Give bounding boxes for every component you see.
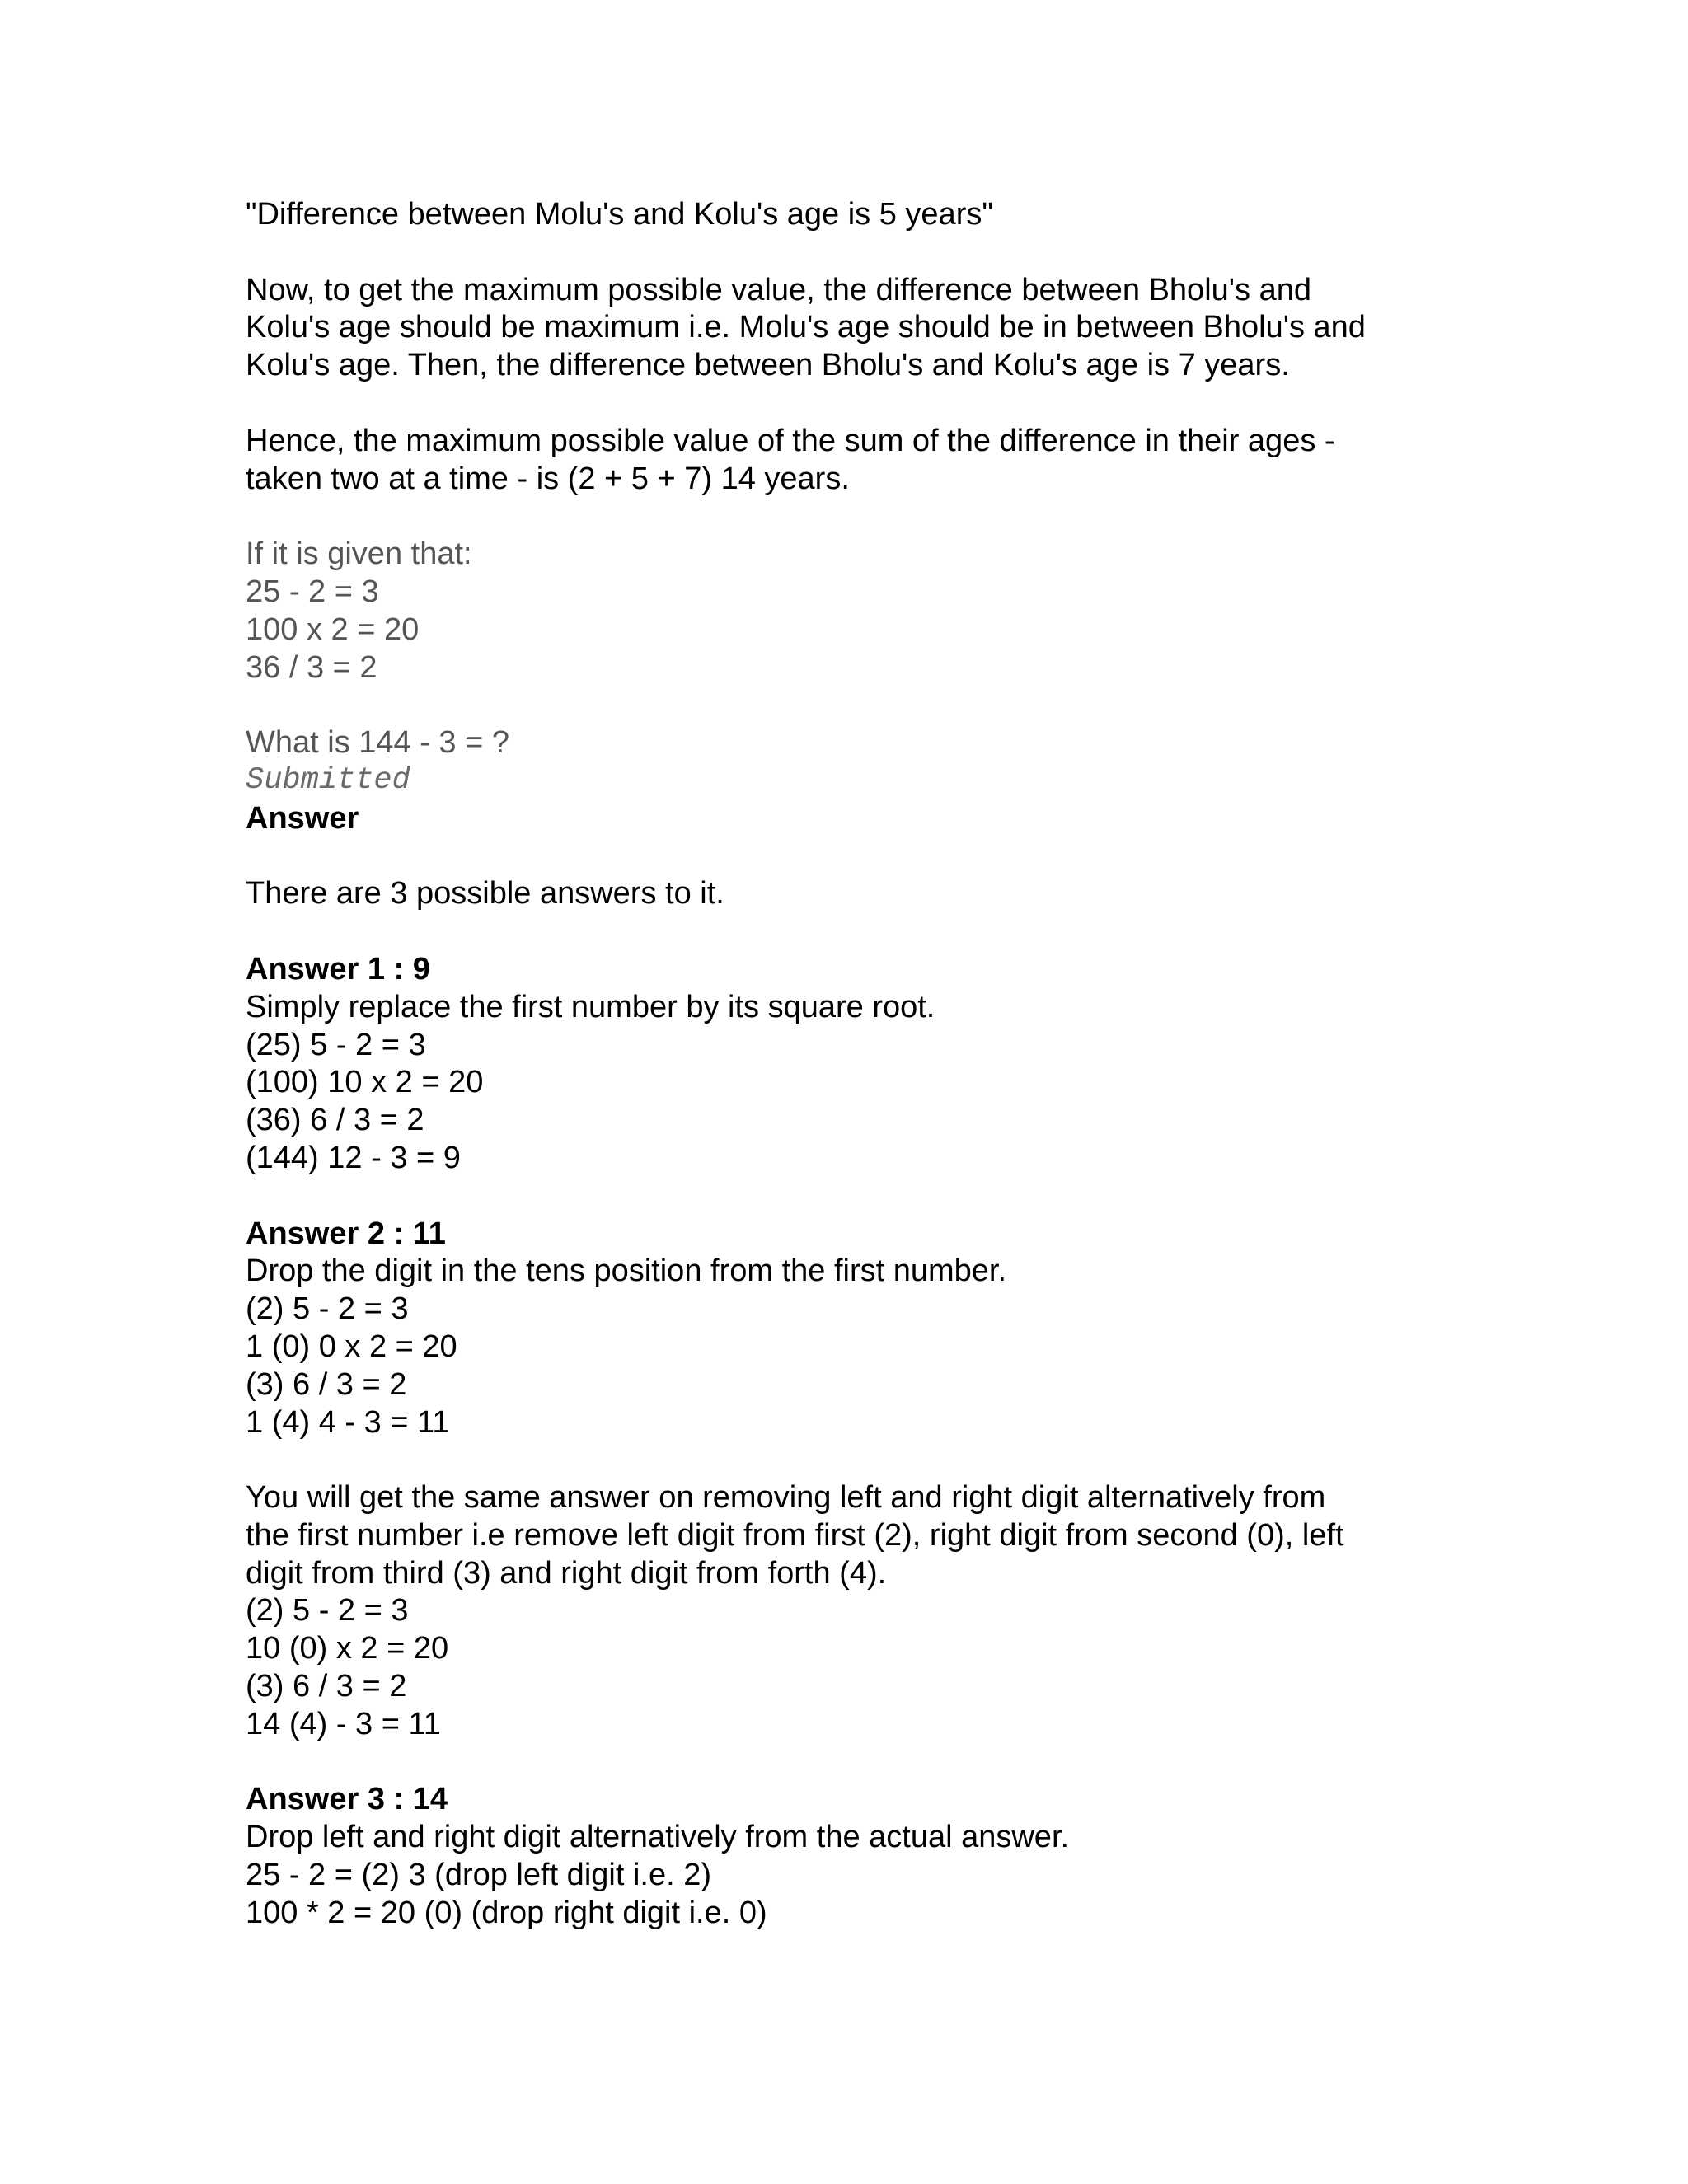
answer2-alt-line: digit from third (3) and right digit from forth (4). [246,1555,887,1591]
answer1-heading: Answer 1 : 9 [246,951,430,987]
spacer [246,1441,1482,1479]
puzzle-question: What is 144 - 3 = ? [246,725,509,761]
answer2-alt-line: 14 (4) - 3 = 11 [246,1706,441,1741]
spacer [246,687,1482,724]
puzzle-given-line: 36 / 3 = 2 [246,649,377,685]
submitted-status: Submitted [246,762,410,798]
answer1-line: (25) 5 - 2 = 3 [246,1027,426,1062]
answer2-line: (2) 5 - 2 = 3 [246,1291,409,1327]
answer2-line: 1 (0) 0 x 2 = 20 [246,1329,457,1364]
answer2-alt-line: 10 (0) x 2 = 20 [246,1631,449,1666]
paragraph-line: taken two at a time - is (2 + 5 + 7) 14 years. [246,461,850,496]
spacer [246,234,1482,272]
intro-quote: "Difference between Molu's and Kolu's age is 5 years" [246,197,993,232]
answer1-line: Simply replace the first number by its square root. [246,989,935,1024]
answer2-alt-line: (2) 5 - 2 = 3 [246,1593,409,1629]
answer2-line: Drop the digit in the tens position from the first number. [246,1254,1007,1289]
spacer [246,913,1482,951]
spacer [246,1744,1482,1782]
spacer [246,498,1482,536]
answer2-alt-line: (3) 6 / 3 = 2 [246,1669,407,1704]
document-page [246,196,1482,1933]
spacer [246,838,1482,876]
answer2-line: 1 (4) 4 - 3 = 11 [246,1404,450,1440]
answer3-line: Drop left and right digit alternatively from the actual answer. [246,1820,1070,1855]
answer3-line: 100 * 2 = 20 (0) (drop right digit i.e. 0) [246,1895,767,1930]
answer3-heading: Answer 3 : 14 [246,1782,448,1817]
spacer [246,385,1482,423]
answer2-line: (3) 6 / 3 = 2 [246,1366,407,1402]
spacer [246,1178,1482,1216]
paragraph-line: Kolu's age should be maximum i.e. Molu's age should be in between Bholu's and [246,310,1366,345]
answer2-alt-line: You will get the same answer on removing left and right digit alternatively from [246,1480,1326,1516]
answer1-line: (36) 6 / 3 = 2 [246,1103,424,1138]
answer1-line: (144) 12 - 3 = 9 [246,1140,461,1175]
puzzle-given-line: If it is given that: [246,537,472,572]
answer2-alt-line: the first number i.e remove left digit from first (2), right digit from second (0), left [246,1517,1344,1553]
paragraph-line: Kolu's age. Then, the difference between Bholu's and Kolu's age is 7 years. [246,348,1290,383]
puzzle-given-line: 100 x 2 = 20 [246,612,420,647]
answer1-line: (100) 10 x 2 = 20 [246,1065,484,1100]
answer2-heading: Answer 2 : 11 [246,1216,446,1251]
paragraph-line: Hence, the maximum possible value of the sum of the difference in their ages - [246,423,1335,458]
answer-intro: There are 3 possible answers to it. [246,876,724,912]
puzzle-given-line: 25 - 2 = 3 [246,574,379,609]
paragraph-line: Now, to get the maximum possible value, the difference between Bholu's and [246,272,1311,307]
answer3-line: 25 - 2 = (2) 3 (drop left digit i.e. 2) [246,1858,711,1893]
answer-heading: Answer [246,800,359,836]
